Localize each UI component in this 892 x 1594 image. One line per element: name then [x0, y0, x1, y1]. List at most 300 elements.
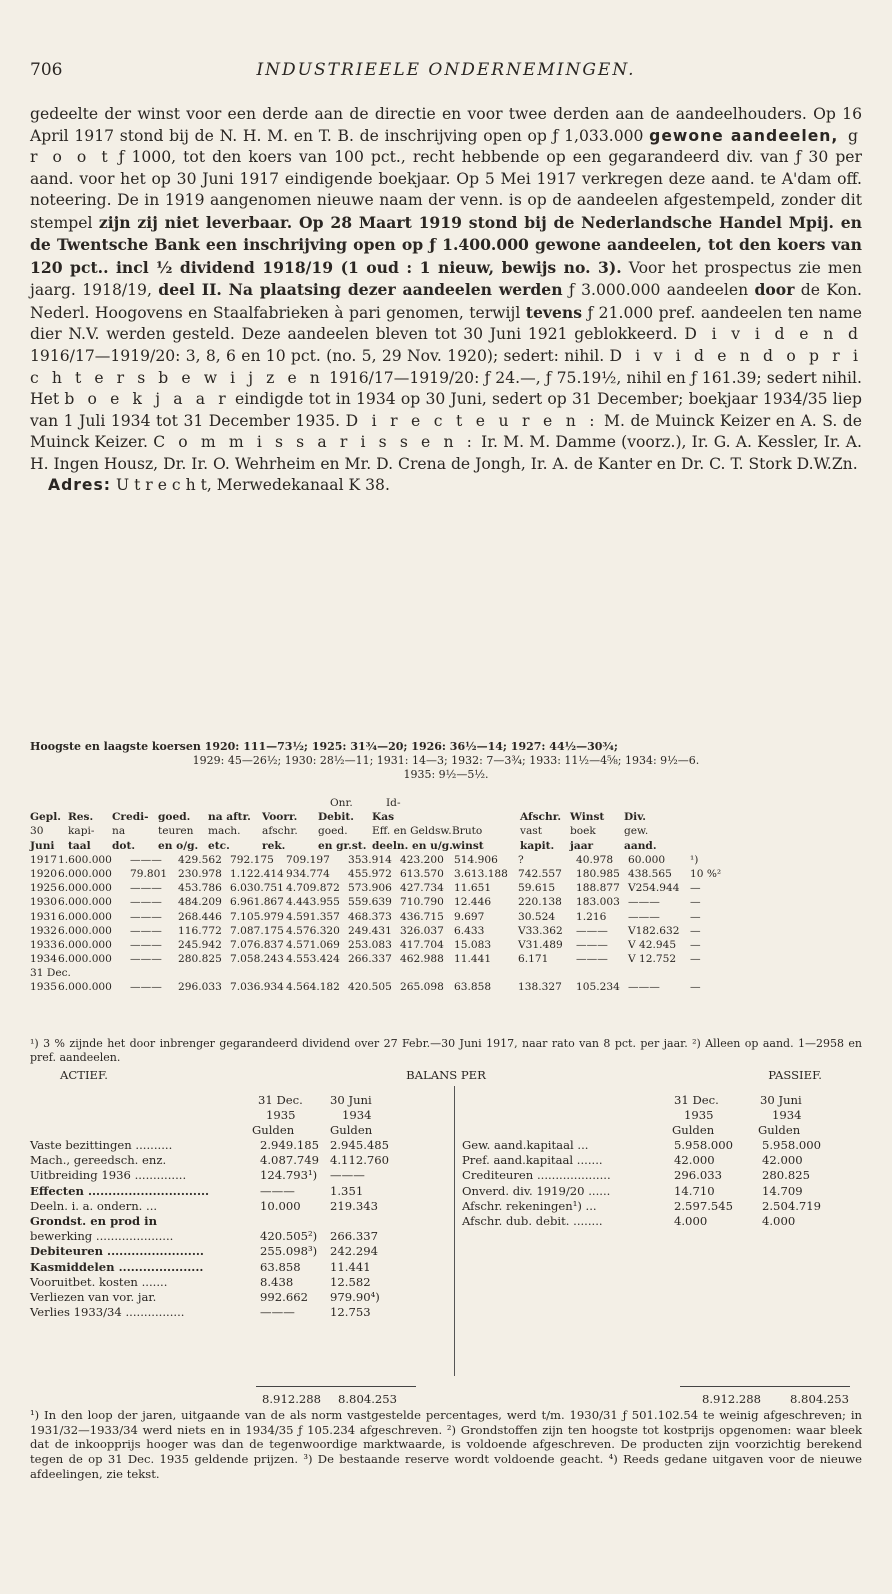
- table-header-cell: Id-: [386, 797, 401, 809]
- balance-item-value: 14.709: [762, 1183, 803, 1198]
- balance-item-label: Afschr. rekeningen¹) ...: [462, 1198, 597, 1213]
- table-cell: —: [690, 981, 701, 994]
- table-cell: 1932: [30, 924, 57, 937]
- table-cell: 245.942: [178, 938, 222, 951]
- table-cell: 6.000.000: [58, 867, 112, 880]
- table-header-row: [30, 839, 862, 853]
- text-run-spaced: g r o o t: [30, 126, 862, 167]
- balance-item-label: Pref. aand.kapitaal .......: [462, 1153, 603, 1168]
- table-cell: 455.972: [348, 867, 392, 880]
- table-cell: 6.000.000: [58, 953, 112, 966]
- table-cell: V33.362: [518, 924, 563, 937]
- balance-item-value: 8.438: [260, 1274, 294, 1289]
- balance-footnotes: ¹) In den loop der jaren, uitgaande van de als norm vastgestelde percentages, werd t/m. 1930/31 ƒ 501.102.54 te weinig afgeschreven; in 1931/32—1933/34 werd niets en in 1934/35 ƒ 105.234 afgeschreven. ²) Grondstoffen zijn ten hoogste tot kostprijs opgenomen: waar bleek dat de inkoopprijs hooger was dan de tegenwoordige marktwaarde, is voldoende afgeschreven. De producten zijn voorzichtig berekend tegen de op 31 Dec. 1935 geldende prijzen. ³) De bestaande reserve wordt voldoende geacht. ⁴) Reeds gedane uitgaven voor de nieuwe afdeelingen, zie tekst.: [30, 1408, 862, 1481]
- balance-row: [462, 1138, 862, 1153]
- table-cell: 6.433: [454, 924, 485, 937]
- table-cell: 6.000.000: [58, 882, 112, 895]
- page-header: [30, 60, 862, 84]
- price-range-line: 1929: 45—26½; 1930: 28½—11; 1931: 14—3; 1932: 7—3¾; 1933: 11½—4⅝; 1934: 9½—6.: [192, 754, 700, 767]
- total-value: 8.912.288: [702, 1392, 762, 1406]
- table-cell: 4.443.955: [286, 896, 340, 909]
- table-cell: 3.613.188: [454, 867, 508, 880]
- running-title: INDUSTRIEELE ONDERNEMINGEN.: [256, 60, 636, 80]
- balance-passief-column: [462, 1093, 862, 1229]
- text-run: gedeelte der winst voor een derde aan de directie en voor twee derden aan de aandeelhouders. Op 16 April 1917 stond bij de N. H. M. en T. B. de inschrijving open op ƒ 1,033.000: [30, 105, 862, 145]
- table-cell: 11.651: [454, 882, 492, 895]
- table-cell: 4.553.424: [286, 953, 340, 966]
- table-cell: 353.914: [348, 853, 392, 866]
- balance-item-value: 4.000: [674, 1213, 708, 1228]
- table-cell: 59.615: [518, 882, 556, 895]
- table-header-cell: Juni: [30, 839, 55, 852]
- balance-divider: [454, 1086, 455, 1376]
- table-row: [30, 881, 862, 895]
- balance-item-label: Crediteuren ....................: [462, 1168, 611, 1183]
- table-header-cell: na: [112, 825, 126, 838]
- table-header-cell: etc.: [208, 839, 230, 852]
- text-run-spaced: D i v i d e n d: [684, 325, 862, 344]
- table-cell: 1920: [30, 867, 57, 880]
- address-line: [30, 475, 862, 497]
- table-cell: 1925: [30, 882, 57, 895]
- balance-row: [30, 1260, 450, 1275]
- balance-row: [30, 1214, 450, 1229]
- table-cell: ———: [628, 981, 660, 994]
- financial-history-table: [30, 796, 862, 995]
- table-cell: ———: [130, 896, 162, 909]
- table-cell: 934.774: [286, 867, 330, 880]
- balance-item-value: 1.351: [330, 1183, 364, 1198]
- table-cell: ———: [130, 938, 162, 951]
- balance-item-value: 14.710: [674, 1183, 715, 1198]
- balance-col-head: Gulden: [330, 1123, 373, 1137]
- table-cell: 6.171: [518, 953, 549, 966]
- total-value: 8.804.253: [338, 1392, 398, 1406]
- table-header-cell: en gr.st.: [318, 839, 367, 852]
- table-row: [30, 867, 862, 881]
- address-label: Adres:: [48, 476, 112, 495]
- table-header-cell: jaar: [570, 839, 594, 852]
- table-cell: 4.564.182: [286, 981, 340, 994]
- balance-col-head: 1934: [772, 1108, 802, 1122]
- text-run-bold: tevens: [525, 302, 583, 322]
- table-cell: 30.524: [518, 910, 556, 923]
- table-header-cell: dot.: [112, 839, 136, 852]
- balance-item-label: Effecten ..............................: [30, 1183, 210, 1198]
- table-cell: —: [690, 924, 701, 937]
- balance-item-label: Verliezen van vor. jar.: [30, 1289, 157, 1304]
- table-cell: 1.122.414: [230, 867, 284, 880]
- text-run: Voor het prospectus zie men jaarg. 1918/19,: [30, 258, 862, 300]
- table-header-cell: Debit.: [318, 811, 354, 824]
- table-cell: —: [690, 882, 701, 895]
- balance-row: [462, 1153, 862, 1168]
- table-cell: 1935: [30, 981, 57, 994]
- table-header-cell: kapit.: [520, 839, 555, 852]
- balance-row: [462, 1199, 862, 1214]
- table-header-cell: na aftr.: [208, 811, 251, 824]
- balance-item-label: Onverd. div. 1919/20 ......: [462, 1183, 611, 1198]
- table-cell: 105.234: [576, 981, 620, 994]
- balance-row: [30, 1138, 450, 1153]
- text-run: M. de Muinck Keizer en A. S. de Muinck Keizer.: [30, 411, 863, 452]
- table-header-cell: afschr.: [262, 825, 298, 838]
- table-cell: 792.175: [230, 853, 274, 866]
- table-cell: 6.030.751: [230, 882, 284, 895]
- text-run: de Kon. Nederl. Hoogovens en Staalfabrieken à pari genomen, terwijl: [30, 281, 862, 322]
- balance-row: [30, 1199, 450, 1214]
- table-cell: 1930: [30, 896, 57, 909]
- table-cell: V254.944: [628, 882, 680, 895]
- total-value: 8.804.253: [790, 1392, 850, 1406]
- table-cell: 31 Dec.: [30, 967, 71, 980]
- table-header-cell: Voorr.: [262, 811, 298, 824]
- balance-item-value: 12.582: [330, 1274, 371, 1289]
- table-cell: 11.441: [454, 953, 492, 966]
- table-cell: ———: [130, 924, 162, 937]
- table-cell: 420.505: [348, 981, 392, 994]
- balance-item-value: ———: [330, 1168, 365, 1183]
- table-cell: 15.083: [454, 938, 492, 951]
- balance-col-head: 30 Juni: [760, 1093, 802, 1107]
- balance-actief-column: [30, 1093, 450, 1320]
- table-cell: 7.087.175: [230, 924, 284, 937]
- table-cell: 4.591.357: [286, 910, 340, 923]
- table-cell: 253.083: [348, 938, 392, 951]
- table-row: [30, 938, 862, 952]
- table-header-cell: deeln. en u/g.: [372, 839, 453, 852]
- table-cell: 438.565: [628, 867, 672, 880]
- table-cell: 188.877: [576, 882, 620, 895]
- balance-item-value: 2.945.485: [330, 1138, 390, 1152]
- balance-row: [30, 1153, 450, 1168]
- text-run: ƒ 3.000.000 aandeelen: [562, 281, 755, 300]
- table-cell: 6.000.000: [58, 924, 112, 937]
- table-footnote: ¹) 3 % zijnde het door inbrenger gegarandeerd dividend over 27 Febr.—30 Juni 1917, naar rato van 8 pct. per jaar. ²) Alleen op aand. 1—2958 en pref. aandeelen.: [30, 1037, 862, 1064]
- balance-item-value: 4.087.749: [260, 1153, 320, 1168]
- table-cell: 60.000: [628, 853, 666, 866]
- table-header-row: [30, 810, 862, 824]
- text-run-bold: deel II. Na plaatsing dezer aandeelen werden: [158, 280, 563, 300]
- table-cell: 268.446: [178, 910, 222, 923]
- balance-row: [30, 1275, 450, 1290]
- table-cell: 4.709.872: [286, 882, 340, 895]
- balance-col-head: 30 Juni: [330, 1093, 372, 1107]
- balance-col-head: Gulden: [252, 1123, 295, 1137]
- balance-item-value: 12.753: [330, 1305, 371, 1320]
- balance-col-heads: [30, 1093, 450, 1138]
- balance-item-value: ———: [260, 1183, 295, 1198]
- balance-col-head: Gulden: [758, 1123, 801, 1137]
- table-cell: V31.489: [518, 938, 563, 951]
- price-range-block: [30, 740, 862, 782]
- table-cell: 613.570: [400, 867, 444, 880]
- balance-row: [30, 1229, 450, 1244]
- table-cell: 7.105.979: [230, 910, 284, 923]
- balance-col-head: 1935: [684, 1108, 714, 1122]
- balance-item-label: Uitbreiding 1936 ..............: [30, 1168, 187, 1183]
- balance-row: [462, 1214, 862, 1229]
- balance-item-value: 2.597.545: [674, 1198, 734, 1213]
- table-cell: 710.790: [400, 896, 444, 909]
- text-run-spaced: D i r e c t e u r e n :: [345, 411, 599, 430]
- table-header-cell: gew.: [624, 825, 649, 838]
- table-row: [30, 853, 862, 867]
- balance-row: [30, 1305, 450, 1320]
- table-header-cell: Kas: [372, 811, 395, 824]
- balance-item-value: 296.033: [674, 1168, 722, 1183]
- table-row: [30, 966, 862, 980]
- table-cell: ———: [130, 882, 162, 895]
- table-cell: 6.000.000: [58, 910, 112, 923]
- text-run-bold: door: [754, 280, 795, 300]
- table-row: [30, 924, 862, 938]
- table-header-cell: goed.: [318, 825, 348, 838]
- table-cell: —: [690, 910, 701, 923]
- balance-item-label: bewerking .....................: [30, 1229, 174, 1244]
- balance-item-label: Vaste bezittingen ..........: [30, 1138, 173, 1152]
- table-cell: 1.600.000: [58, 853, 112, 866]
- table-cell: 10 %²: [690, 867, 722, 880]
- table-cell: 9.697: [454, 910, 485, 923]
- balance-row: [462, 1168, 862, 1183]
- table-cell: 6.000.000: [58, 938, 112, 951]
- total-value: 8.912.288: [262, 1392, 322, 1406]
- table-header-cell: mach.: [208, 825, 241, 838]
- balance-item-value: 420.505²): [260, 1229, 318, 1244]
- company-description: [30, 104, 862, 497]
- balance-col-head: 1935: [266, 1108, 296, 1122]
- balance-item-value: 4.000: [762, 1213, 796, 1228]
- table-cell: 6.000.000: [58, 981, 112, 994]
- balance-item-value: 42.000: [674, 1153, 715, 1168]
- table-row: [30, 895, 862, 909]
- table-header-cell: taal: [68, 839, 91, 852]
- balance-item-label: Grondst. en prod in: [30, 1213, 157, 1228]
- balance-col-head: 31 Dec.: [674, 1093, 719, 1107]
- text-run: 1916/17—1919/20: ƒ 24.—, ƒ 75.19½, nihil en ƒ 161.39; sedert nihil. Het: [30, 368, 862, 409]
- balance-item-label: Mach., gereedsch. enz.: [30, 1153, 167, 1168]
- table-cell: 1.216: [576, 910, 607, 923]
- total-rule: [680, 1386, 850, 1387]
- table-header-cell: Credi-: [112, 811, 149, 824]
- balance-item-label: Kasmiddelen .....................: [30, 1259, 204, 1274]
- address-value: U t r e c h t, Merwedekanaal K 38.: [111, 476, 390, 495]
- table-cell: 4.571.069: [286, 938, 340, 951]
- table-cell: ?: [518, 853, 524, 866]
- table-cell: ———: [130, 981, 162, 994]
- balance-title: BALANS PER: [406, 1068, 486, 1082]
- table-header-cell: winst: [452, 839, 484, 852]
- balance-item-label: Debiteuren ........................: [30, 1244, 204, 1259]
- table-cell: 138.327: [518, 981, 562, 994]
- table-cell: ———: [576, 953, 608, 966]
- table-header-cell: Eff. en Geldsw.: [372, 825, 452, 838]
- balance-item-label: Gew. aand.kapitaal ...: [462, 1138, 589, 1152]
- balance-item-value: 5.958.000: [762, 1138, 822, 1152]
- table-cell: ———: [130, 853, 162, 866]
- table-header-cell: Winst: [570, 811, 605, 824]
- text-run: ƒ 1000, tot den koers van 100 pct., recht hebbende op een gegarandeerd div. van ƒ 30 per aand. voor het op 30 Juni 1917 eindigende boekjaar. Op 5 Mei 1917 verkregen deze aand. te A'dam off. noteering. De in 1919 aangenomen nieuwe naam der venn. is op de aandeelen afgestempeld, zonder dit stempel: [30, 148, 862, 232]
- balance-item-value: 2.504.719: [762, 1198, 822, 1213]
- table-cell: 7.058.243: [230, 953, 284, 966]
- table-header-cell: vast: [520, 825, 542, 838]
- text-run-bold: zijn zij niet leverbaar. Op 28 Maart 1919 stond bij de Nederlandsche Handel Mpij. en de Twentsche Bank een inschrijving open op ƒ 1.400.000 gewone aandeelen, tot den koers van 120 pct.. incl ½ dividend 1918/19 (1 oud : 1 nieuw, bewijs no. 3).: [30, 212, 862, 277]
- balance-item-label: Afschr. dub. debit. ........: [462, 1213, 603, 1228]
- text-run: 1916/17—1919/20: 3, 8, 6 en 10 pct. (no. 5, 29 Nov. 1920); sedert: nihil.: [30, 347, 610, 366]
- table-cell: ———: [576, 938, 608, 951]
- table-cell: 417.704: [400, 938, 444, 951]
- text-run-spaced: b o e k j a a r: [64, 390, 230, 409]
- balance-item-value: 63.858: [260, 1259, 301, 1274]
- table-header-cell: goed.: [158, 811, 191, 824]
- table-cell: 249.431: [348, 924, 392, 937]
- balance-item-value: 255.098³): [260, 1244, 318, 1259]
- table-header-row: [30, 796, 862, 810]
- table-cell: —: [690, 896, 701, 909]
- table-header-cell: Bruto: [452, 825, 483, 838]
- table-cell: 40.978: [576, 853, 614, 866]
- table-cell: ¹): [690, 853, 699, 866]
- table-cell: 453.786: [178, 882, 222, 895]
- table-cell: 514.906: [454, 853, 498, 866]
- balance-item-value: ———: [260, 1305, 295, 1320]
- table-cell: 573.906: [348, 882, 392, 895]
- table-cell: 436.715: [400, 910, 444, 923]
- table-cell: 427.734: [400, 882, 444, 895]
- table-cell: 116.772: [178, 924, 222, 937]
- balance-item-value: 124.793¹): [260, 1168, 318, 1183]
- balance-item-label: Deeln. i. a. ondern. ...: [30, 1198, 158, 1213]
- table-cell: 326.037: [400, 924, 444, 937]
- table-row: [30, 980, 862, 994]
- table-cell: ———: [130, 910, 162, 923]
- table-cell: V 42.945: [628, 938, 677, 951]
- balance-item-value: 11.441: [330, 1259, 371, 1274]
- table-cell: V 12.752: [628, 953, 677, 966]
- table-cell: 7.076.837: [230, 938, 284, 951]
- table-cell: —: [690, 938, 701, 951]
- balance-item-label: Vooruitbet. kosten .......: [30, 1274, 168, 1289]
- table-cell: 180.985: [576, 867, 620, 880]
- table-cell: 265.098: [400, 981, 444, 994]
- table-cell: 462.988: [400, 953, 444, 966]
- body-paragraph: [30, 104, 862, 475]
- text-run: ƒ 21.000 pref. aandeelen ten name dier N.V. werden gesteld. Deze aandeelen bleven tot 30 Juni 1921 geblokkeerd.: [30, 303, 862, 344]
- table-header-cell: en o/g.: [158, 839, 199, 852]
- table-header-cell: Res.: [68, 811, 94, 824]
- table-cell: 296.033: [178, 981, 222, 994]
- table-row: [30, 952, 862, 966]
- table-cell: 742.557: [518, 867, 562, 880]
- balance-row: [30, 1184, 450, 1199]
- price-range-line: Hoogste en laagste koersen 1920: 111—73½; 1925: 31¾—20; 1926: 36½—14; 1927: 44½—30¾;: [30, 740, 618, 753]
- table-cell: 12.446: [454, 896, 492, 909]
- balance-item-value: 242.294: [330, 1244, 378, 1259]
- table-cell: 1917: [30, 853, 57, 866]
- table-cell: 484.209: [178, 896, 222, 909]
- table-cell: 423.200: [400, 853, 444, 866]
- balance-item-value: 5.958.000: [674, 1138, 734, 1152]
- passief-label: PASSIEF.: [768, 1068, 822, 1082]
- balance-row: [462, 1184, 862, 1199]
- table-cell: ———: [628, 896, 660, 909]
- table-cell: 6.000.000: [58, 896, 112, 909]
- balance-item-value: 4.112.760: [330, 1153, 390, 1168]
- table-cell: 7.036.934: [230, 981, 284, 994]
- table-cell: 1931: [30, 910, 57, 923]
- table-row: [30, 910, 862, 924]
- table-cell: 468.373: [348, 910, 392, 923]
- table-cell: 280.825: [178, 953, 222, 966]
- table-header-cell: Onr.: [330, 797, 353, 809]
- balance-item-value: 42.000: [762, 1153, 803, 1168]
- table-header-row: [30, 824, 862, 838]
- table-header-cell: teuren: [158, 825, 194, 838]
- balance-col-head: 31 Dec.: [258, 1093, 303, 1107]
- table-cell: ———: [576, 924, 608, 937]
- text-run: eindigde tot in 1934 op 30 Juni, sedert op 31 December; boekjaar 1934/35 liep van 1 Juli 1934 tot 31 December 1935.: [30, 390, 862, 430]
- table-cell: 559.639: [348, 896, 392, 909]
- balance-item-value: 979.90⁴): [330, 1289, 380, 1304]
- text-run-bold: gewone aandeelen,: [649, 126, 839, 145]
- balance-item-value: 219.343: [330, 1198, 378, 1213]
- balance-item-value: 280.825: [762, 1168, 810, 1183]
- table-cell: V182.632: [628, 924, 680, 937]
- table-header-cell: 30: [30, 825, 44, 838]
- table-cell: 79.801: [130, 867, 168, 880]
- table-header-cell: rek.: [262, 839, 286, 852]
- balance-row: [30, 1290, 450, 1305]
- table-cell: 230.978: [178, 867, 222, 880]
- text-run: Ir. M. M. Damme (voorz.), Ir. G. A. Kessler, Ir. A. H. Ingen Housz, Dr. Ir. O. Wehrheim en Mr. D. Crena de Jongh, Ir. A. de Kanter en Dr. C. T. Stork D.W.Zn.: [30, 433, 862, 473]
- table-cell: —: [690, 953, 701, 966]
- balance-item-label: Verlies 1933/34 ................: [30, 1305, 185, 1320]
- text-run-spaced: D i v i d e n d o p r i c h t e r s b e w i j z e n: [30, 347, 863, 387]
- table-cell: 220.138: [518, 896, 562, 909]
- table-cell: 266.337: [348, 953, 392, 966]
- balance-col-heads: [462, 1093, 862, 1138]
- table-cell: ———: [628, 910, 660, 923]
- table-cell: 183.003: [576, 896, 620, 909]
- balance-item-value: 266.337: [330, 1229, 378, 1244]
- table-header-cell: kapi-: [68, 825, 95, 838]
- actief-label: ACTIEF.: [60, 1068, 108, 1082]
- table-header-cell: boek: [570, 825, 596, 838]
- balance-row: [30, 1244, 450, 1259]
- table-cell: 1934: [30, 953, 57, 966]
- balance-item-value: 2.949.185: [260, 1138, 320, 1152]
- table-header-cell: aand.: [624, 839, 657, 852]
- table-header-cell: Afschr.: [520, 811, 562, 824]
- table-header-cell: Div.: [624, 811, 646, 824]
- table-header-cell: Gepl.: [30, 811, 61, 824]
- table-cell: 1933: [30, 938, 57, 951]
- table-cell: 63.858: [454, 981, 492, 994]
- total-rule: [256, 1386, 416, 1387]
- text-run-spaced: C o m m i s s a r i s s e n :: [153, 433, 476, 452]
- balance-item-value: 10.000: [260, 1198, 301, 1213]
- table-cell: 709.197: [286, 853, 330, 866]
- balance-item-value: 992.662: [260, 1289, 308, 1304]
- price-range-line: 1935: 9½—5½.: [403, 768, 489, 781]
- table-cell: ———: [130, 953, 162, 966]
- balance-col-head: 1934: [342, 1108, 372, 1122]
- table-cell: 429.562: [178, 853, 222, 866]
- table-cell: 6.961.867: [230, 896, 284, 909]
- page-number: 706: [30, 60, 63, 80]
- balance-col-head: Gulden: [672, 1123, 715, 1137]
